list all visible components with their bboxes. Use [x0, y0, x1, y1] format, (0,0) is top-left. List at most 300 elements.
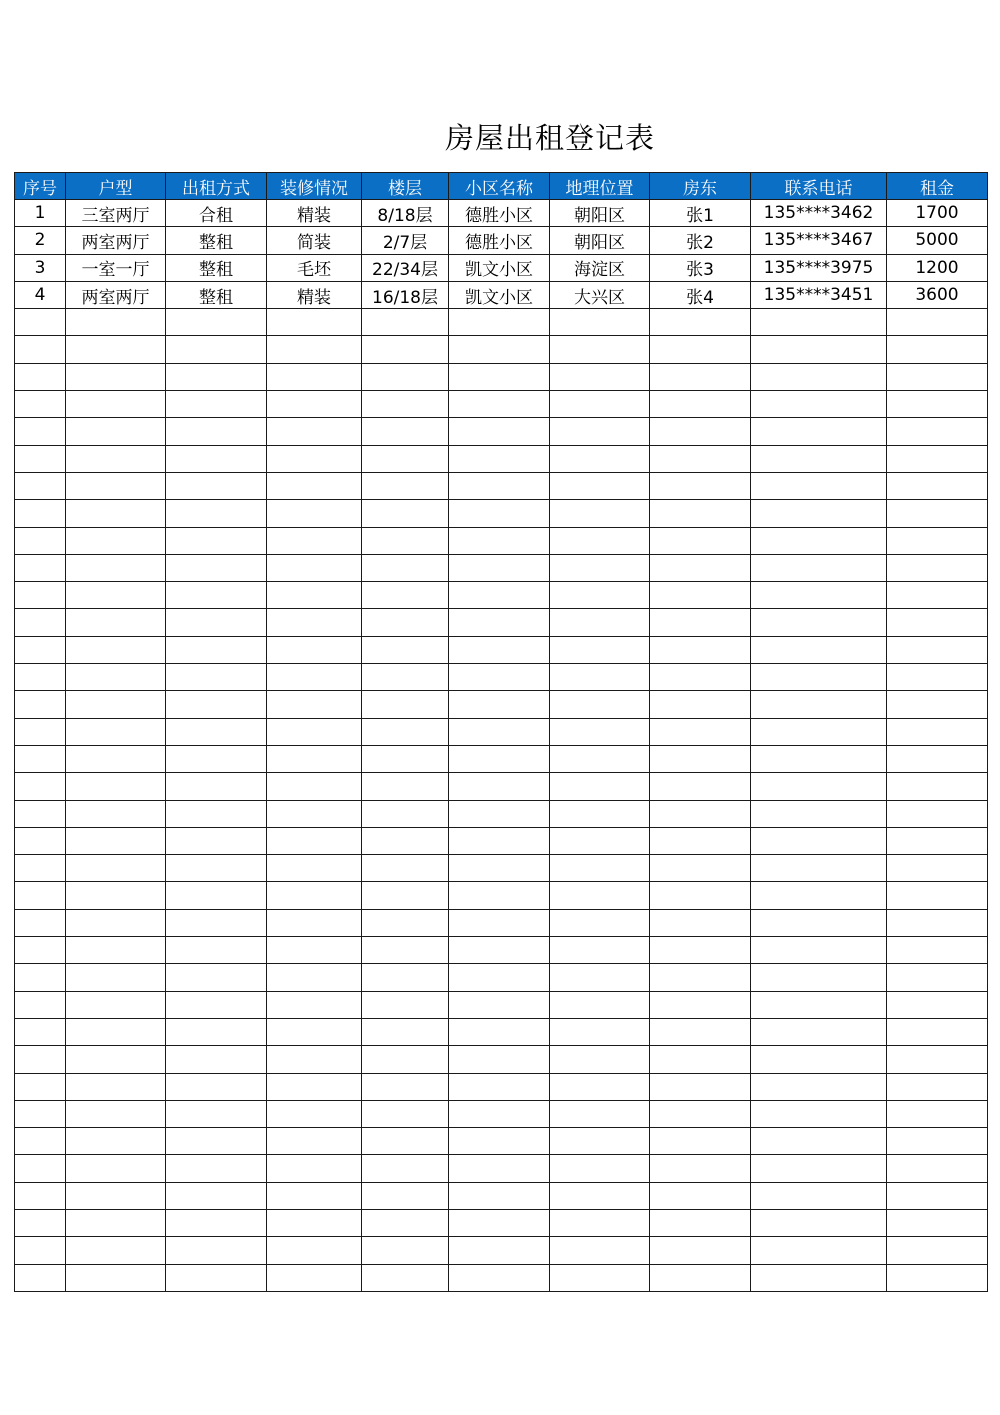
empty-cell — [362, 664, 449, 691]
cell-rent: 5000 — [887, 227, 988, 254]
empty-cell — [449, 664, 550, 691]
empty-cell — [449, 582, 550, 609]
empty-cell — [66, 1155, 166, 1182]
empty-table-row — [15, 472, 988, 499]
empty-cell — [362, 691, 449, 718]
empty-cell — [66, 827, 166, 854]
empty-cell — [449, 855, 550, 882]
empty-cell — [166, 1128, 267, 1155]
cell-layout: 三室两厅 — [66, 200, 166, 227]
empty-cell — [66, 1264, 166, 1291]
empty-cell — [66, 1073, 166, 1100]
empty-cell — [650, 445, 751, 472]
empty-cell — [166, 472, 267, 499]
empty-cell — [267, 1155, 362, 1182]
empty-cell — [66, 1100, 166, 1127]
empty-cell — [267, 718, 362, 745]
empty-cell — [550, 1018, 650, 1045]
empty-cell — [887, 1073, 988, 1100]
empty-cell — [650, 1264, 751, 1291]
cell-phone: 135****3451 — [751, 281, 887, 308]
empty-cell — [751, 336, 887, 363]
cell-location: 朝阳区 — [550, 227, 650, 254]
empty-cell — [751, 363, 887, 390]
empty-cell — [66, 1182, 166, 1209]
empty-cell — [449, 691, 550, 718]
empty-cell — [267, 363, 362, 390]
empty-cell — [362, 937, 449, 964]
empty-cell — [550, 500, 650, 527]
empty-cell — [650, 937, 751, 964]
empty-cell — [15, 991, 66, 1018]
empty-cell — [15, 336, 66, 363]
empty-cell — [550, 582, 650, 609]
empty-cell — [550, 882, 650, 909]
empty-cell — [15, 882, 66, 909]
empty-cell — [650, 664, 751, 691]
empty-cell — [887, 636, 988, 663]
column-header-index: 序号 — [15, 173, 66, 200]
empty-cell — [550, 964, 650, 991]
empty-cell — [550, 1264, 650, 1291]
empty-cell — [166, 363, 267, 390]
empty-cell — [267, 1128, 362, 1155]
empty-cell — [15, 1100, 66, 1127]
column-header-phone: 联系电话 — [751, 173, 887, 200]
empty-cell — [15, 718, 66, 745]
empty-table-row — [15, 582, 988, 609]
empty-cell — [550, 445, 650, 472]
empty-cell — [751, 309, 887, 336]
cell-decoration: 毛坯 — [267, 254, 362, 281]
empty-cell — [887, 964, 988, 991]
column-header-layout: 户型 — [66, 173, 166, 200]
empty-cell — [751, 1100, 887, 1127]
empty-cell — [15, 445, 66, 472]
empty-cell — [550, 664, 650, 691]
empty-cell — [267, 1018, 362, 1045]
empty-cell — [550, 1073, 650, 1100]
empty-cell — [650, 1046, 751, 1073]
cell-landlord: 张1 — [650, 200, 751, 227]
cell-phone: 135****3462 — [751, 200, 887, 227]
empty-cell — [15, 309, 66, 336]
empty-cell — [362, 800, 449, 827]
empty-cell — [166, 1046, 267, 1073]
empty-cell — [449, 363, 550, 390]
empty-table-row — [15, 855, 988, 882]
empty-cell — [166, 527, 267, 554]
empty-cell — [887, 1264, 988, 1291]
empty-cell — [650, 418, 751, 445]
empty-cell — [66, 1128, 166, 1155]
cell-location: 大兴区 — [550, 281, 650, 308]
empty-cell — [66, 636, 166, 663]
empty-cell — [362, 1264, 449, 1291]
empty-cell — [166, 827, 267, 854]
empty-cell — [449, 1237, 550, 1264]
empty-cell — [362, 527, 449, 554]
empty-table-row — [15, 1073, 988, 1100]
cell-layout: 两室两厅 — [66, 227, 166, 254]
empty-cell — [66, 773, 166, 800]
cell-decoration: 精装 — [267, 200, 362, 227]
empty-cell — [362, 855, 449, 882]
empty-cell — [650, 964, 751, 991]
empty-cell — [362, 472, 449, 499]
empty-cell — [751, 1264, 887, 1291]
column-header-landlord: 房东 — [650, 173, 751, 200]
empty-cell — [751, 582, 887, 609]
empty-cell — [550, 1046, 650, 1073]
empty-cell — [650, 1237, 751, 1264]
cell-rental-type: 整租 — [166, 281, 267, 308]
empty-cell — [166, 554, 267, 581]
empty-cell — [15, 527, 66, 554]
empty-cell — [887, 391, 988, 418]
empty-cell — [66, 1046, 166, 1073]
empty-cell — [887, 1209, 988, 1236]
empty-cell — [650, 363, 751, 390]
empty-cell — [267, 1182, 362, 1209]
empty-cell — [550, 636, 650, 663]
empty-cell — [550, 827, 650, 854]
empty-cell — [449, 609, 550, 636]
empty-cell — [267, 909, 362, 936]
empty-cell — [449, 909, 550, 936]
empty-cell — [362, 336, 449, 363]
empty-cell — [15, 363, 66, 390]
empty-cell — [362, 309, 449, 336]
empty-cell — [166, 582, 267, 609]
empty-cell — [267, 1264, 362, 1291]
cell-decoration: 简装 — [267, 227, 362, 254]
table-row — [15, 200, 988, 227]
empty-cell — [650, 500, 751, 527]
empty-cell — [362, 1073, 449, 1100]
empty-cell — [751, 1237, 887, 1264]
empty-cell — [362, 418, 449, 445]
empty-cell — [267, 609, 362, 636]
empty-cell — [550, 391, 650, 418]
empty-cell — [66, 582, 166, 609]
empty-cell — [650, 336, 751, 363]
empty-cell — [15, 1237, 66, 1264]
empty-cell — [887, 773, 988, 800]
empty-cell — [166, 800, 267, 827]
empty-cell — [66, 309, 166, 336]
empty-cell — [449, 1073, 550, 1100]
empty-cell — [66, 909, 166, 936]
cell-community: 凯文小区 — [449, 254, 550, 281]
empty-cell — [362, 1018, 449, 1045]
empty-table-row — [15, 773, 988, 800]
empty-cell — [15, 909, 66, 936]
empty-cell — [650, 554, 751, 581]
empty-cell — [550, 1237, 650, 1264]
cell-floor: 8/18层 — [362, 200, 449, 227]
empty-cell — [15, 391, 66, 418]
empty-cell — [362, 1128, 449, 1155]
empty-cell — [751, 391, 887, 418]
empty-cell — [166, 718, 267, 745]
empty-cell — [550, 363, 650, 390]
empty-cell — [449, 1018, 550, 1045]
cell-location: 海淀区 — [550, 254, 650, 281]
empty-cell — [550, 309, 650, 336]
cell-rent: 1200 — [887, 254, 988, 281]
empty-table-row — [15, 1155, 988, 1182]
empty-cell — [449, 418, 550, 445]
empty-cell — [751, 1155, 887, 1182]
empty-cell — [15, 1182, 66, 1209]
empty-cell — [362, 363, 449, 390]
empty-cell — [449, 718, 550, 745]
empty-cell — [66, 527, 166, 554]
empty-table-row — [15, 964, 988, 991]
rental-register-table — [14, 172, 988, 1292]
empty-cell — [15, 1155, 66, 1182]
cell-community: 德胜小区 — [449, 200, 550, 227]
empty-cell — [166, 445, 267, 472]
empty-cell — [267, 691, 362, 718]
empty-cell — [449, 472, 550, 499]
empty-table-row — [15, 1264, 988, 1291]
empty-table-row — [15, 1237, 988, 1264]
empty-cell — [887, 1128, 988, 1155]
empty-cell — [166, 418, 267, 445]
empty-cell — [66, 1018, 166, 1045]
empty-cell — [650, 609, 751, 636]
empty-cell — [267, 664, 362, 691]
column-header-decoration: 装修情况 — [267, 173, 362, 200]
empty-cell — [887, 1100, 988, 1127]
cell-phone: 135****3467 — [751, 227, 887, 254]
empty-cell — [267, 1073, 362, 1100]
empty-cell — [887, 800, 988, 827]
empty-table-row — [15, 1046, 988, 1073]
empty-cell — [15, 1264, 66, 1291]
empty-cell — [267, 418, 362, 445]
empty-cell — [15, 1209, 66, 1236]
empty-cell — [550, 554, 650, 581]
empty-cell — [751, 554, 887, 581]
empty-table-row — [15, 745, 988, 772]
empty-cell — [650, 882, 751, 909]
empty-cell — [15, 418, 66, 445]
empty-cell — [449, 1046, 550, 1073]
empty-cell — [650, 1155, 751, 1182]
empty-cell — [66, 882, 166, 909]
empty-cell — [362, 1209, 449, 1236]
empty-cell — [166, 937, 267, 964]
empty-cell — [166, 1100, 267, 1127]
cell-rent: 1700 — [887, 200, 988, 227]
empty-cell — [15, 1128, 66, 1155]
empty-table-row — [15, 609, 988, 636]
empty-cell — [166, 991, 267, 1018]
empty-cell — [751, 691, 887, 718]
empty-cell — [362, 609, 449, 636]
empty-cell — [887, 827, 988, 854]
empty-cell — [166, 1237, 267, 1264]
empty-cell — [751, 664, 887, 691]
empty-cell — [362, 745, 449, 772]
empty-cell — [449, 1182, 550, 1209]
empty-table-row — [15, 800, 988, 827]
empty-cell — [887, 909, 988, 936]
cell-floor: 16/18层 — [362, 281, 449, 308]
empty-cell — [267, 582, 362, 609]
empty-table-row — [15, 1209, 988, 1236]
empty-cell — [362, 964, 449, 991]
empty-cell — [15, 1018, 66, 1045]
empty-cell — [267, 800, 362, 827]
empty-cell — [166, 309, 267, 336]
empty-cell — [166, 609, 267, 636]
empty-cell — [751, 1073, 887, 1100]
empty-cell — [751, 609, 887, 636]
empty-cell — [15, 609, 66, 636]
empty-table-row — [15, 718, 988, 745]
empty-cell — [887, 882, 988, 909]
empty-cell — [267, 1237, 362, 1264]
empty-cell — [449, 500, 550, 527]
empty-cell — [887, 472, 988, 499]
column-header-rent: 租金 — [887, 173, 988, 200]
empty-cell — [166, 1209, 267, 1236]
empty-cell — [15, 500, 66, 527]
empty-cell — [166, 773, 267, 800]
empty-table-row — [15, 418, 988, 445]
column-header-location: 地理位置 — [550, 173, 650, 200]
cell-rental-type: 整租 — [166, 254, 267, 281]
empty-cell — [650, 991, 751, 1018]
empty-cell — [15, 827, 66, 854]
empty-cell — [550, 773, 650, 800]
empty-cell — [650, 1182, 751, 1209]
table-row — [15, 254, 988, 281]
empty-cell — [449, 991, 550, 1018]
empty-cell — [66, 554, 166, 581]
empty-cell — [15, 855, 66, 882]
empty-cell — [66, 1209, 166, 1236]
empty-cell — [166, 664, 267, 691]
empty-cell — [267, 964, 362, 991]
empty-table-row — [15, 1182, 988, 1209]
empty-cell — [449, 1128, 550, 1155]
empty-cell — [449, 336, 550, 363]
empty-cell — [449, 882, 550, 909]
empty-cell — [449, 964, 550, 991]
cell-index: 4 — [15, 281, 66, 308]
empty-table-row — [15, 636, 988, 663]
empty-cell — [166, 1264, 267, 1291]
empty-cell — [751, 718, 887, 745]
cell-decoration: 精装 — [267, 281, 362, 308]
empty-cell — [751, 937, 887, 964]
empty-cell — [751, 445, 887, 472]
empty-cell — [15, 964, 66, 991]
empty-cell — [887, 500, 988, 527]
cell-index: 3 — [15, 254, 66, 281]
empty-cell — [887, 554, 988, 581]
empty-cell — [66, 500, 166, 527]
empty-cell — [887, 418, 988, 445]
empty-table-row — [15, 527, 988, 554]
page-title: 房屋出租登记表 — [444, 121, 655, 155]
empty-cell — [550, 855, 650, 882]
empty-cell — [650, 1100, 751, 1127]
empty-cell — [751, 855, 887, 882]
cell-index: 1 — [15, 200, 66, 227]
empty-cell — [362, 1155, 449, 1182]
empty-cell — [751, 991, 887, 1018]
empty-cell — [66, 964, 166, 991]
empty-cell — [887, 718, 988, 745]
empty-table-row — [15, 1128, 988, 1155]
empty-cell — [650, 745, 751, 772]
empty-cell — [650, 582, 751, 609]
empty-cell — [550, 1100, 650, 1127]
header-row — [15, 173, 988, 200]
empty-cell — [66, 800, 166, 827]
empty-cell — [887, 582, 988, 609]
empty-cell — [887, 336, 988, 363]
empty-cell — [550, 909, 650, 936]
empty-cell — [751, 500, 887, 527]
empty-table-row — [15, 554, 988, 581]
empty-cell — [650, 527, 751, 554]
empty-cell — [362, 909, 449, 936]
empty-cell — [15, 1046, 66, 1073]
empty-cell — [267, 554, 362, 581]
cell-floor: 2/7层 — [362, 227, 449, 254]
empty-cell — [267, 1046, 362, 1073]
empty-cell — [66, 472, 166, 499]
empty-cell — [751, 1209, 887, 1236]
empty-cell — [166, 745, 267, 772]
empty-cell — [362, 773, 449, 800]
empty-cell — [887, 1018, 988, 1045]
empty-cell — [550, 937, 650, 964]
empty-cell — [267, 745, 362, 772]
cell-location: 朝阳区 — [550, 200, 650, 227]
empty-cell — [15, 472, 66, 499]
empty-cell — [166, 636, 267, 663]
empty-cell — [15, 554, 66, 581]
cell-index: 2 — [15, 227, 66, 254]
empty-cell — [267, 336, 362, 363]
empty-cell — [166, 336, 267, 363]
empty-cell — [751, 418, 887, 445]
empty-cell — [550, 1155, 650, 1182]
empty-cell — [267, 309, 362, 336]
empty-cell — [887, 664, 988, 691]
empty-cell — [650, 827, 751, 854]
cell-rental-type: 整租 — [166, 227, 267, 254]
empty-table-row — [15, 309, 988, 336]
empty-cell — [650, 773, 751, 800]
empty-cell — [449, 937, 550, 964]
empty-cell — [66, 363, 166, 390]
empty-cell — [449, 527, 550, 554]
empty-cell — [650, 391, 751, 418]
empty-cell — [449, 1264, 550, 1291]
empty-cell — [66, 855, 166, 882]
empty-cell — [362, 882, 449, 909]
empty-cell — [66, 691, 166, 718]
